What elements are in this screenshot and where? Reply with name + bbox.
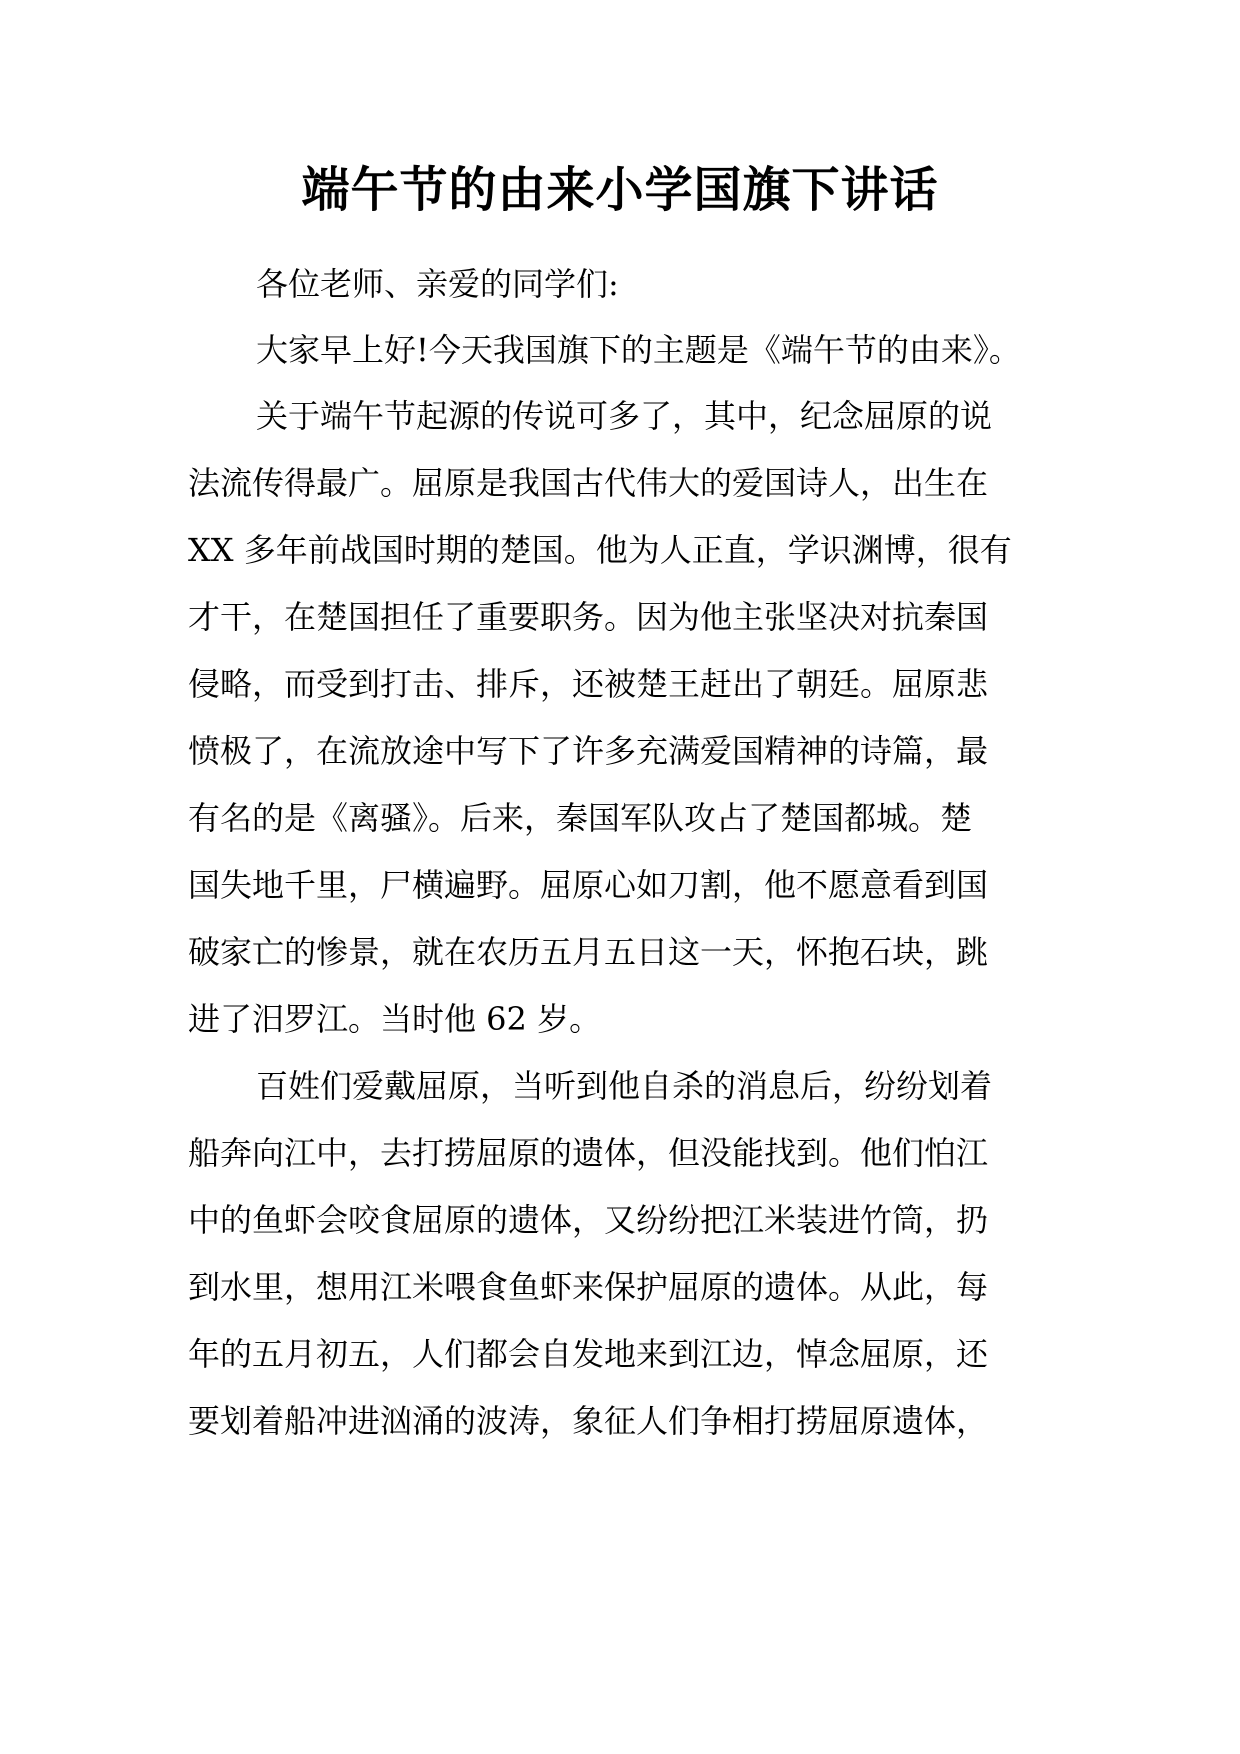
paragraph-line: XX 多年前战国时期的楚国。他为人正直，学识渊博，很有 (188, 531, 1012, 569)
paragraph-line: 各位老师、亲爱的同学们: (256, 265, 619, 303)
paragraph-line: 国失地千里，尸横遍野。屈原心如刀割，他不愿意看到国 (188, 866, 989, 904)
paragraph-line: 船奔向江中，去打捞屈原的遗体，但没能找到。他们怕江 (188, 1134, 989, 1172)
paragraph-line: 才干，在楚国担任了重要职务。因为他主张坚决对抗秦国 (188, 598, 989, 636)
paragraph-line: 关于端午节起源的传说可多了，其中，纪念屈原的说 (256, 397, 993, 435)
paragraph-line: 到水里，想用江米喂食鱼虾来保护屈原的遗体。从此，每 (188, 1268, 989, 1306)
paragraph-line: 大家早上好!今天我国旗下的主题是《端午节的由来》。 (256, 331, 1021, 369)
paragraph-line: 百姓们爱戴屈原，当听到他自杀的消息后，纷纷划着 (256, 1067, 993, 1105)
paragraph-line: 进了汨罗江。当时他 62 岁。 (188, 1000, 602, 1038)
paragraph-line: 中的鱼虾会咬食屈原的遗体，又纷纷把江米装进竹筒，扔 (188, 1201, 989, 1239)
paragraph-line: 侵略，而受到打击、排斥，还被楚王赶出了朝廷。屈原悲 (188, 665, 989, 703)
paragraph-line: 年的五月初五，人们都会自发地来到江边，悼念屈原，还 (188, 1335, 989, 1373)
paragraph-line: 有名的是《离骚》。后来，秦国军队攻占了楚国都城。楚 (188, 799, 973, 837)
paragraph-line: 破家亡的惨景，就在农历五月五日这一天，怀抱石块，跳 (188, 933, 989, 971)
paragraph-line: 要划着船冲进汹涌的波涛，象征人们争相打捞屈原遗体， (188, 1402, 989, 1440)
document-title: 端午节的由来小学国旗下讲话 (301, 162, 939, 218)
paragraph-line: 愤极了，在流放途中写下了许多充满爱国精神的诗篇，最 (188, 732, 989, 770)
paragraph-line: 法流传得最广。屈原是我国古代伟大的爱国诗人，出生在 (188, 464, 989, 502)
